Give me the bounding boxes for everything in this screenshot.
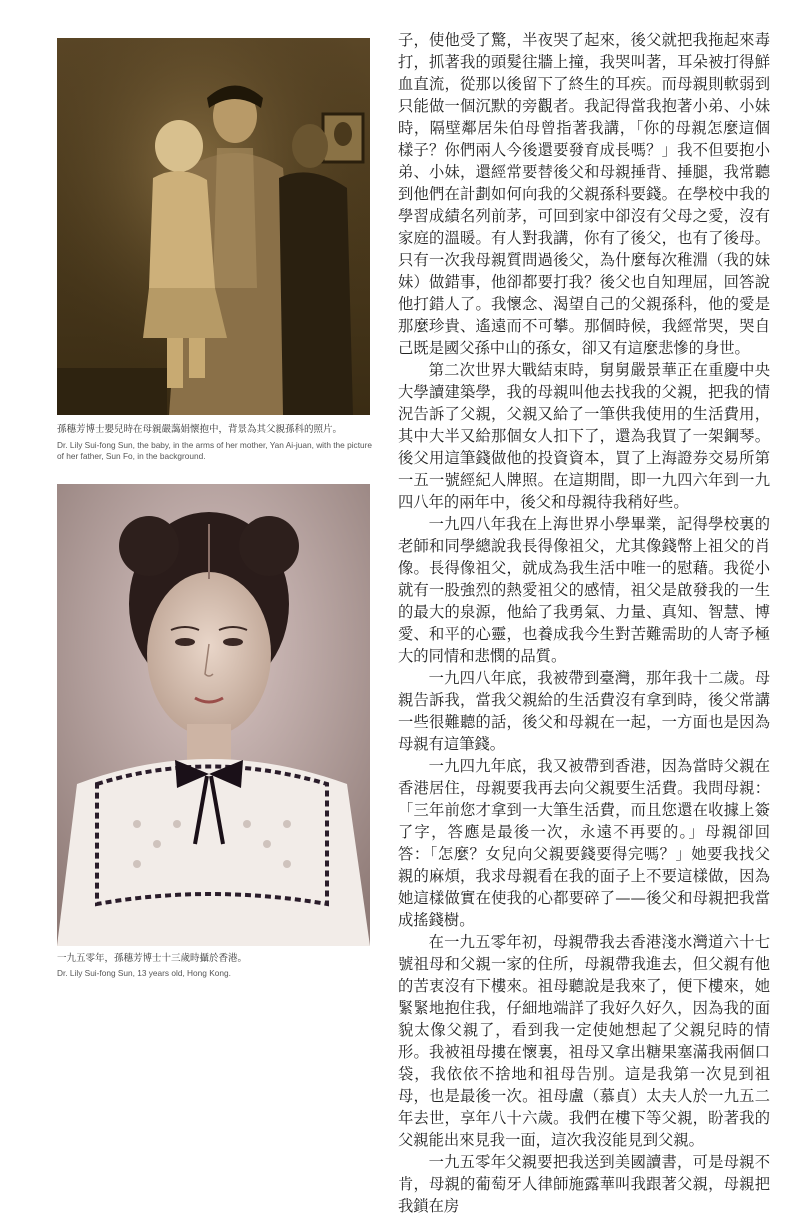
photo1-caption-zh: 孫穗芳博士嬰兒時在母親嚴藹娟懷抱中，背景為其父親孫科的照片。 [57,424,343,435]
photo2-caption-zh: 一九五零年，孫穗芳博士十三歲時攝於香港。 [57,953,248,964]
paragraph-1: 子，使他受了驚，半夜哭了起來，後父就把我拖起來毒打，抓著我的頭髮往牆上撞，我哭叫著，耳朵被打得鮮血直流，從那以後留下了終生的耳疾。而母親則軟弱到只能做一個沉默的旁觀者。我記得當我抱著小弟、小妹時，隔壁鄰居朱伯母曾指著我講，「你的母親怎麼這個樣子？你們兩人今後還要發育成長嗎？」我不但要抱小弟、小妹，還經常要替後父和母親捶背、捶腿，我常聽到他們在計劃如何向我的父親孫科要錢。在學校中我的學習成績名列前茅，可回到家中卻沒有父母之愛，沒有家庭的溫暖。有人對我講，你有了後父，也有了後母。只有一次我母親質問過後父，為什麼每次稚淵（我的妹妹）做錯事，他卻都要打我？後父也自知理屈，回答說他打錯人了。我懷念、渴望自己的父親孫科，他的愛是那麼珍貴、遙遠而不可攀。那個時候，我經常哭，哭自己既是國父孫中山的孫女，卻又有這麼悲慘的身世。 [398,31,770,357]
article-text-column [398,29,770,1215]
paragraph-5: 一九四九年底，我又被帶到香港，因為當時父親在香港居住，母親要我再去向父親要生活費。我問母親：「三年前您才拿到一大筆生活費，而且您還在收據上簽了字，答應是最後一次，永遠不再要的。」母親卻回答：「怎麼？女兒向父親要錢要得完嗎？」她要我找父親的麻煩，我求母親看在我的面子上不要這樣做，因為她這樣做實在使我的心都要碎了——後父和母親把我當成搖錢樹。 [398,757,770,929]
paragraph-6: 在一九五零年初，母親帶我去香港淺水灣道六十七號祖母和父親一家的住所，母親帶我進去，但父親有他的苦衷沒有下樓來。祖母聽說是我來了，便下樓來，她緊緊地抱住我，仔細地端詳了我好久好久，因為我的面貌太像父親了，看到我一定使她想起了父親兒時的情形。我被祖母摟在懷裏，祖母又拿出糖果塞滿我兩個口袋，我依依不捨地和祖母告別。這是我第一次見到祖母，也是最後一次。祖母盧（慕貞）太夫人於一九五二年去世，享年八十六歲。我們在樓下等父親，盼著我的父親能出來見我一面，這次我沒能見到父親。 [398,933,770,1149]
paragraph-3: 一九四八年我在上海世界小學畢業，記得學校裏的老師和同學總說我長得像祖父，尤其像錢幣上祖父的肖像。長得像祖父，就成為我生活中唯一的慰藉。我從小就有一股強烈的熱愛祖父的感情，祖父是啟發我的一生的最大的泉源，他給了我勇氣、力量、真知、智慧、博愛、和平的心靈，也養成我今生對苦難需助的人寄予極大的同情和悲憫的品質。 [398,515,770,665]
photo2-caption-en: Dr. Lily Sui-fong Sun, 13 years old, Hong Kong. [57,968,231,978]
paragraph-7: 一九五零年父親要把我送到美國讀書，可是母親不肯，母親的葡萄牙人律師施露華叫我跟著父親，母親把我鎖在房 [398,1153,770,1215]
paragraph-4: 一九四八年底，我被帶到臺灣，那年我十二歲。母親告訴我，當我父親給的生活費沒有拿到時，後父常講一些很難聽的話，後父和母親在一起，一方面也是因為母親有這筆錢。 [398,669,770,753]
paragraph-2: 第二次世界大戰結束時，舅舅嚴景華正在重慶中央大學讀建築學，我的母親叫他去找我的父親，把我的情況告訴了父親，父親又給了一筆供我使用的生活費用，其中大半又給那個女人扣下了，還為我買了一架鋼琴。後父用這筆錢做他的投資資本，買了上海證券交易所第一五一號經紀人牌照。在這期間，即一九四六年到一九四八年的兩年中，後父和母親待我稍好些。 [398,361,770,511]
photo1-caption-en: Dr. Lily Sui-fong Sun, the baby, in the arms of her mother, Yan Ai-juan, with the picture of her father, Sun Fo, in the background. [57,440,372,461]
family-photo [57,38,370,415]
portrait-photo [57,484,370,946]
